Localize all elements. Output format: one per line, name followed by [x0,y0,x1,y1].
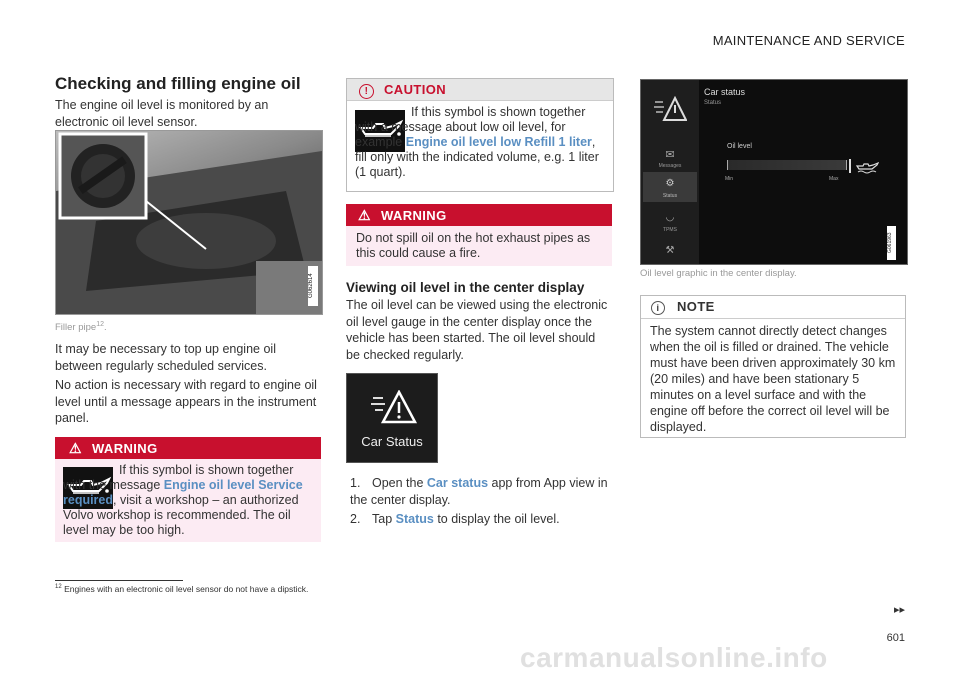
screen-title: Car status [704,87,746,97]
step-number: 1. [350,476,361,490]
footnote-text: Engines with an electronic oil level sensor do not have a dipstick. [64,584,309,594]
note-header [641,296,905,319]
oil-level-gauge [727,160,847,170]
caution-text-part1: If this symbol is shown together with a message about low oil level, for example [355,105,586,149]
page-title: Checking and filling engine oil [55,74,301,93]
warning-box [55,437,321,542]
step-highlight: Status [395,512,434,526]
gauge-max-label: Max [829,176,839,182]
caption-text: Filler pipe [55,322,97,334]
step-1 [350,475,612,508]
caution-header [347,79,613,101]
car-status-icon [653,96,687,122]
app-tile-label: Car Status [361,434,423,449]
display-caption: Oil level graphic in the center display. [640,268,797,279]
warning-header [55,437,321,459]
step-text: Open the [372,476,427,490]
intro-paragraph: The engine oil level is monitored by an electronic oil level sensor. [55,98,269,129]
car-status-icon [369,390,417,426]
warning-label-2: WARNING [380,208,447,223]
sidebar-item-messages: Messages [658,163,682,169]
footnote-divider [55,580,183,581]
caption-end: . [103,322,107,334]
warning-text [63,463,315,538]
step-number: 2. [350,512,361,526]
note-box [640,295,906,438]
warning-text-2: Do not spill oil on the hot exhaust pipes as this could cause a fire. [356,231,591,260]
step-text: to display the oil level. [433,512,560,526]
warning-triangle-icon: ⚠ [69,440,82,456]
section-header: MAINTENANCE AND SERVICE [712,33,905,48]
engine-photo [55,130,323,315]
step-text: Tap [372,512,396,526]
warning-label: WARNING [91,441,158,456]
sidebar-item-status: Status [662,193,678,199]
caution-text-part2: , fill only with the indicated volume, e.g. 1 liter (1 quart). [355,135,599,179]
status-icon: ⚙ [665,178,675,189]
footnote [55,584,308,594]
caution-box [346,78,614,192]
paragraph-1: It may be necessary to top up engine oil between regularly scheduled services. [55,342,276,373]
caution-text [355,105,605,180]
photo-caption [55,321,107,333]
warning-triangle-icon: ⚠ [358,207,371,223]
warning-box-2 [346,204,612,266]
caution-label: CAUTION [384,82,447,97]
footnote-ref: 12 [96,321,104,328]
gauge-max-tick [846,160,847,170]
paragraph-2: No action is necessary with regard to engine oil level until a message appears in the instrument panel. [55,378,317,425]
watermark: carmanualsonline.info [520,642,828,673]
image-code: G061963 [887,226,896,260]
oil-level-marker [849,159,851,173]
caution-message: Engine oil level low Refill 1 liter [405,135,592,149]
car-status-app-tile [346,373,438,463]
info-icon: i [651,301,665,315]
oil-level-label: Oil level [727,143,752,150]
image-code: G062614 [308,266,318,306]
step-2 [350,511,612,528]
footnote-number: 12 [55,584,62,591]
service-icon: ⚒ [665,245,675,256]
center-display-screenshot [640,79,908,265]
step-highlight: Car status [426,476,489,490]
warning-message: Engine oil level Service required [63,478,303,507]
tpms-icon: ◡ [665,212,675,223]
screen-subtitle: Status [704,100,722,106]
caution-info-icon: ! [359,84,374,99]
section-subtitle: Viewing oil level in the center display [346,280,585,295]
note-text: The system cannot directly detect changes when the oil is filled or drained. The vehicle must have been driven approximately 30 km (20 miles) and have been stationary 5 minutes on a level surface and with the engine off before the correct oil level will be displayed. [650,324,896,434]
display-paragraph: The oil level can be viewed using the electronic oil level gauge in the center display once the vehicle has been started. The oil level should be checked regularly. [346,298,608,362]
continue-arrows-icon: ▸▸ [893,604,905,616]
gauge-min-label: Min [725,176,734,182]
step-text: app from App view in the center display. [350,476,608,507]
sidebar-item-tpms: TPMS [663,227,677,233]
note-label: NOTE [677,299,715,314]
messages-icon: ✉ [665,149,675,161]
gauge-min-tick [727,160,728,170]
engine-bay-image [56,131,322,314]
oil-can-icon [855,158,879,174]
page-number: 601 [886,632,905,644]
warning-text-part1: If this symbol is shown together with the message [63,463,294,492]
display-sidebar [641,80,699,264]
warning-text-part2: , visit a workshop – an authorized Volvo workshop is recommended. The oil level may be too high. [63,493,299,537]
warning-header-2 [346,204,612,226]
